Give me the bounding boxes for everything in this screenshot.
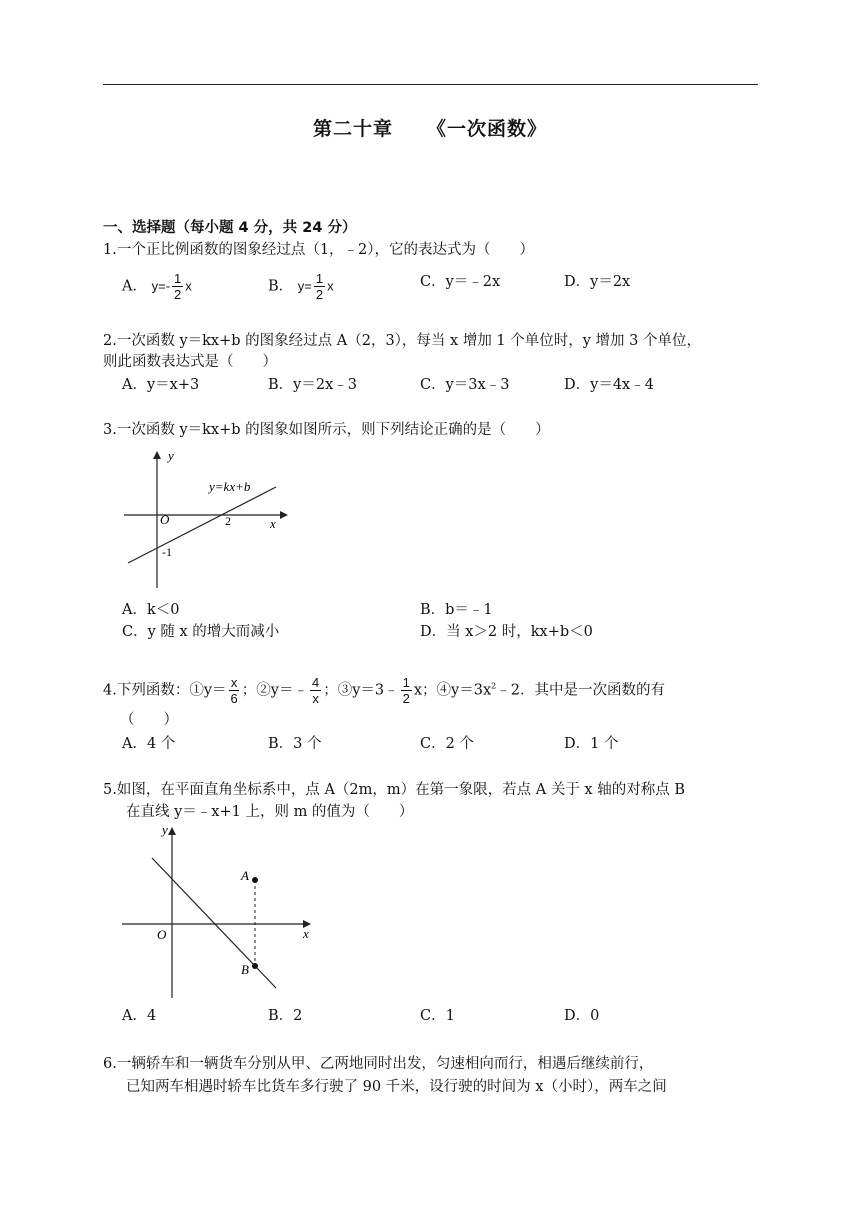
q3-option-a: A．k＜0	[122, 602, 180, 618]
q5-point-a	[252, 877, 258, 883]
q1-option-b: B． y= $\frac{1}{2}$ x	[268, 271, 334, 302]
q2-option-c: C．y＝3x﹣3	[420, 377, 510, 393]
q3-y-arrow	[153, 451, 161, 459]
q4-fraction-2: $\frac{4}{x}$	[311, 675, 320, 706]
q1-a-fraction: $\frac{1}{2}$	[174, 271, 182, 302]
q2-option-b: B．y＝2x﹣3	[268, 377, 357, 393]
q2-stem-line2: 则此函数表达式是（ ）	[103, 354, 277, 370]
q3-x-label: x	[270, 516, 276, 531]
q5-label-a: A	[241, 868, 249, 883]
q3-y-intercept-label: -1	[162, 545, 172, 559]
q3-y-label: y	[168, 448, 174, 463]
q3-option-d: D．当 x＞2 时，kx+b＜0	[420, 624, 593, 640]
q4-answer-paren: （ ）	[120, 712, 178, 728]
q5-option-b: B．2	[268, 1008, 303, 1024]
q4-fraction-3: $\frac{1}{2}$	[402, 675, 410, 706]
q3-option-c: C．y 随 x 的增大而减小	[122, 624, 280, 640]
q4-fraction-1: $\frac{x}{6}$	[230, 675, 238, 706]
q3-stem: 3.一次函数 y＝kx+b 的图象如图所示，则下列结论正确的是（ ）	[103, 422, 550, 438]
q3-function-line	[128, 487, 276, 563]
q5-y-arrow	[168, 827, 176, 835]
header-rule	[103, 84, 758, 85]
q5-option-a: A．4	[122, 1008, 157, 1024]
q5-origin-label: O	[157, 927, 167, 942]
q5-option-c: C．1	[420, 1008, 455, 1024]
q5-label-b: B	[241, 962, 249, 977]
q6-stem-line2: 已知两车相遇时轿车比货车多行驶了 90 千米，设行驶的时间为 x（小时），两车之间	[126, 1079, 667, 1095]
q1-option-a: A． y=- $\frac{1}{2}$ x	[122, 271, 192, 302]
q4-stem: 4.下列函数：①y＝ $\frac{x}{6}$ ；②y＝﹣ $\frac{4}{x}$ ；③y＝3﹣ $\frac{1}{2}$ x；$④y=3x^2﹣2$．其中是一次函数的有	[103, 675, 665, 706]
q1-b-fraction: $\frac{1}{2}$	[315, 271, 324, 302]
q5-x-label: x	[303, 926, 309, 941]
q1-stem: 1.一个正比例函数的图象经过点（1，﹣2），它的表达式为（ ）	[103, 242, 535, 258]
q5-point-b	[252, 963, 258, 969]
q3-line-label: y=kx+b	[209, 479, 251, 494]
q5-stem-line1: 5.如图，在平面直角坐标系中，点 A（2m，m）在第一象限，若点 A 关于 x 轴的对称点 B	[103, 782, 685, 798]
section-heading: 一、选择题（每小题 4 分，共 24 分）	[103, 220, 357, 236]
q4-option-d: D．1 个	[564, 736, 619, 752]
q5-function-line	[152, 858, 276, 988]
q5-y-label: y	[162, 822, 168, 837]
q5-option-d: D．0	[564, 1008, 600, 1024]
q3-graph	[120, 448, 290, 593]
q3-option-b: B．b＝﹣1	[420, 602, 493, 618]
q3-origin-label: O	[160, 512, 170, 527]
q1-option-d: D．y＝2x	[564, 274, 631, 290]
q5-stem-line2: 在直线 y＝﹣x+1 上，则 m 的值为（ ）	[126, 804, 414, 820]
q6-stem-line1: 6.一辆轿车和一辆货车分别从甲、乙两地同时出发，匀速相向而行，相遇后继续前行，	[103, 1056, 654, 1072]
q4-option-b: B．3 个	[268, 736, 322, 752]
q4-option-a: A．4 个	[122, 736, 176, 752]
q1-option-c: C．y＝﹣2x	[420, 274, 501, 290]
q2-option-d: D．y＝4x﹣4	[564, 377, 654, 393]
q5-graph	[118, 822, 318, 1000]
q3-x-arrow	[280, 511, 288, 519]
q4-option-c: C．2 个	[420, 736, 474, 752]
q2-stem-line1: 2.一次函数 y＝kx+b 的图象经过点 A（2，3），每当 x 增加 1 个单位时，y 增加 3 个单位，	[103, 333, 702, 349]
q3-x-intercept-label: 2	[225, 514, 231, 528]
q2-option-a: A．y＝x+3	[122, 377, 200, 393]
chapter-title: 第二十章 《一次函数》	[312, 118, 548, 140]
